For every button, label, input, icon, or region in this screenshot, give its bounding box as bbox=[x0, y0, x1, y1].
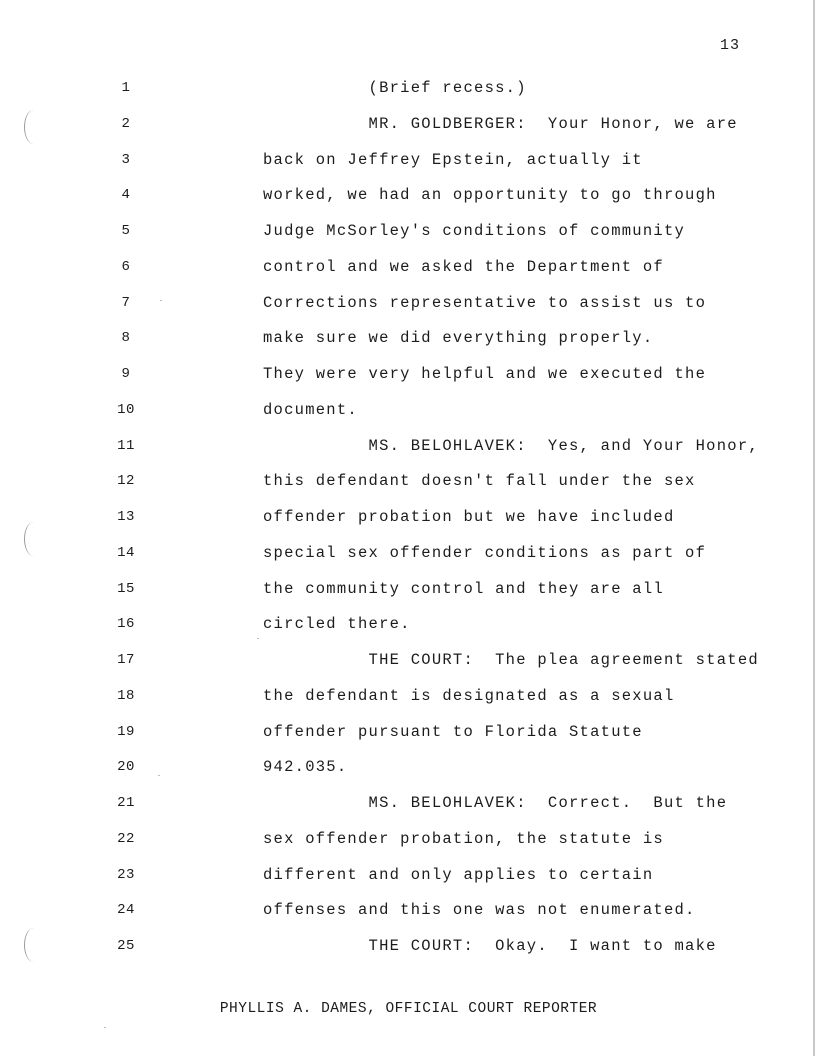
transcript-line: circled there. bbox=[263, 615, 411, 634]
line-number: 11 bbox=[117, 437, 135, 454]
transcript-line: control and we asked the Department of bbox=[263, 257, 664, 276]
line-number: 16 bbox=[117, 616, 135, 633]
line-number: 9 bbox=[121, 366, 131, 382]
line-number: 8 bbox=[121, 330, 131, 347]
line-number: 24 bbox=[117, 902, 135, 919]
binder-hole-mark-top bbox=[24, 110, 43, 144]
line-number: 10 bbox=[117, 401, 135, 418]
line-number: 18 bbox=[117, 687, 135, 704]
transcript-line: MS. BELOHLAVEK: Correct. But the bbox=[263, 794, 728, 812]
line-number: 23 bbox=[117, 866, 135, 883]
scan-speck bbox=[257, 638, 259, 639]
transcript-line: sex offender probation, the statute is bbox=[263, 829, 664, 848]
transcript-line: different and only applies to certain bbox=[263, 865, 654, 884]
court-reporter-footer: PHYLLIS A. DAMES, OFFICIAL COURT REPORTER bbox=[219, 1001, 598, 1017]
transcript-line: back on Jeffrey Epstein, actually it bbox=[263, 150, 643, 169]
scan-speck bbox=[160, 300, 162, 301]
line-number: 19 bbox=[117, 723, 135, 740]
transcript-line: make sure we did everything properly. bbox=[263, 329, 654, 348]
line-number: 20 bbox=[117, 759, 135, 776]
line-number: 3 bbox=[121, 151, 131, 168]
line-number: 14 bbox=[117, 544, 135, 561]
line-number: 7 bbox=[121, 294, 131, 311]
transcript-line: offender pursuant to Florida Statute bbox=[263, 722, 643, 741]
scan-speck bbox=[104, 1027, 106, 1028]
line-number: 1 bbox=[121, 80, 131, 96]
line-number: 25 bbox=[117, 938, 135, 954]
transcript-line: Corrections representative to assist us to bbox=[263, 293, 707, 312]
transcript-line: THE COURT: The plea agreement stated bbox=[263, 651, 759, 669]
transcript-line: offender probation but we have included bbox=[263, 508, 675, 526]
transcript-line: the defendant is designated as a sexual bbox=[263, 686, 675, 705]
line-number: 13 bbox=[117, 509, 135, 525]
line-number: 12 bbox=[117, 473, 135, 490]
line-number: 6 bbox=[121, 258, 131, 275]
transcript-line: document. bbox=[263, 400, 358, 419]
line-number: 15 bbox=[117, 580, 135, 597]
line-number: 17 bbox=[117, 652, 135, 668]
line-number: 5 bbox=[121, 223, 131, 239]
transcript-line: Judge McSorley's conditions of community bbox=[263, 222, 686, 240]
transcript-line: MS. BELOHLAVEK: Yes, and Your Honor, bbox=[263, 436, 759, 455]
transcript-line: (Brief recess.) bbox=[263, 79, 527, 97]
binder-hole-mark-bottom bbox=[24, 928, 43, 962]
page-number: 13 bbox=[719, 37, 740, 54]
line-number: 4 bbox=[121, 187, 131, 204]
transcript-line: special sex offender conditions as part of bbox=[263, 543, 707, 562]
transcript-line: the community control and they are all bbox=[263, 579, 664, 598]
transcript-line: worked, we had an opportunity to go through bbox=[263, 186, 717, 205]
page-edge-line bbox=[813, 0, 815, 1056]
line-number: 21 bbox=[117, 795, 135, 811]
transcript-line: THE COURT: Okay. I want to make bbox=[263, 937, 717, 955]
transcript-line: MR. GOLDBERGER: Your Honor, we are bbox=[263, 114, 738, 133]
line-number: 2 bbox=[121, 115, 131, 132]
line-number: 22 bbox=[117, 830, 135, 847]
transcript-line: offenses and this one was not enumerated. bbox=[263, 901, 696, 920]
binder-hole-mark-middle bbox=[24, 522, 43, 556]
transcript-line: this defendant doesn't fall under the sex bbox=[263, 472, 696, 491]
transcript-line: They were very helpful and we executed the bbox=[263, 365, 707, 383]
scan-speck bbox=[158, 775, 160, 776]
transcript-line: 942.035. bbox=[263, 758, 348, 777]
